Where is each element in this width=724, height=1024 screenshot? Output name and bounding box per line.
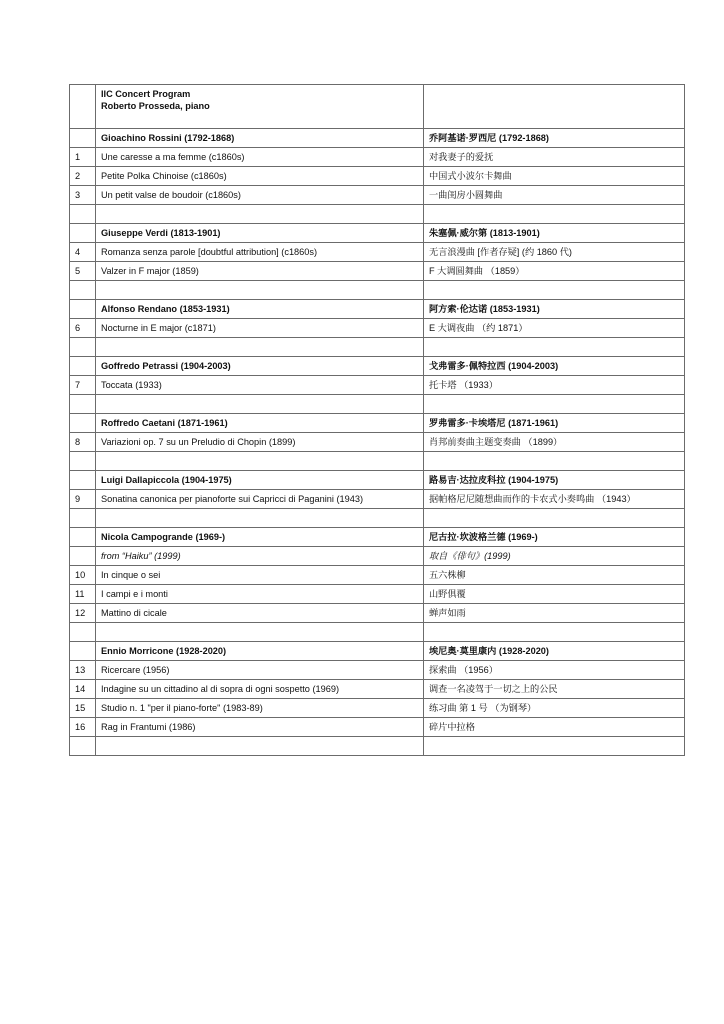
piece-row	[70, 490, 685, 509]
piece-title-zh: 一曲闺房小圆舞曲	[424, 186, 685, 205]
piece-title-zh: 山野俱覆	[424, 585, 685, 604]
piece-row	[70, 319, 685, 338]
piece-title-it: Variazioni op. 7 su un Preludio di Chopin (1899)	[96, 433, 424, 452]
composer-name-zh: 阿方索·伦达诺 (1853-1931)	[424, 300, 685, 319]
piece-title-it: Valzer in F major (1859)	[96, 262, 424, 281]
composer-row	[70, 414, 685, 433]
piece-title-zh: 碎片中拉格	[424, 718, 685, 737]
composer-name-it: Ennio Morricone (1928-2020)	[96, 642, 424, 661]
piece-title-it: Une caresse a ma femme (c1860s)	[96, 148, 424, 167]
empty-cell	[96, 281, 424, 300]
composer-name-zh: 罗弗雷多·卡埃塔尼 (1871-1961)	[424, 414, 685, 433]
piece-title-it: Sonatina canonica per pianoforte sui Capricci di Paganini (1943)	[96, 490, 424, 509]
composer-name-it: Nicola Campogrande (1969-)	[96, 528, 424, 547]
piece-row	[70, 148, 685, 167]
composer-name-zh: 乔阿基诺·罗西尼 (1792-1868)	[424, 129, 685, 148]
spacer-row	[70, 338, 685, 357]
header-cell	[96, 85, 424, 129]
piece-row	[70, 718, 685, 737]
piece-title-zh: 探索曲 （1956）	[424, 661, 685, 680]
piece-number: 10	[70, 566, 96, 585]
piece-title-it: Nocturne in E major (c1871)	[96, 319, 424, 338]
piece-row	[70, 167, 685, 186]
empty-cell	[424, 205, 685, 224]
number-cell	[70, 395, 96, 414]
piece-title-it: Indagine su un cittadino al di sopra di ogni sospetto (1969)	[96, 680, 424, 699]
piece-row	[70, 186, 685, 205]
piece-number: 6	[70, 319, 96, 338]
piece-row	[70, 680, 685, 699]
spacer-row	[70, 623, 685, 642]
piece-row	[70, 585, 685, 604]
number-cell	[70, 300, 96, 319]
collection-row	[70, 547, 685, 566]
empty-cell	[96, 395, 424, 414]
piece-number: 4	[70, 243, 96, 262]
piece-number: 15	[70, 699, 96, 718]
performer-line: Roberto Prosseda, piano	[101, 101, 210, 111]
piece-row	[70, 661, 685, 680]
piece-row	[70, 604, 685, 623]
empty-cell	[424, 395, 685, 414]
composer-name-zh: 尼古拉·坎波格兰德 (1969-)	[424, 528, 685, 547]
composer-row	[70, 528, 685, 547]
piece-number: 5	[70, 262, 96, 281]
number-cell	[70, 642, 96, 661]
composer-row	[70, 471, 685, 490]
empty-cell	[96, 205, 424, 224]
collection-title-it: from “Haiku” (1999)	[96, 547, 424, 566]
number-cell	[70, 129, 96, 148]
program-title: IIC Concert Program	[101, 89, 191, 99]
number-cell	[70, 224, 96, 243]
composer-name-zh: 埃尼奥·莫里康内 (1928-2020)	[424, 642, 685, 661]
piece-number: 8	[70, 433, 96, 452]
piece-title-zh: 蝉声如雨	[424, 604, 685, 623]
piece-row	[70, 376, 685, 395]
piece-title-zh: E 大调夜曲 （约 1871）	[424, 319, 685, 338]
piece-number: 12	[70, 604, 96, 623]
composer-name-it: Luigi Dallapiccola (1904-1975)	[96, 471, 424, 490]
composer-row	[70, 642, 685, 661]
header-cell-zh	[424, 85, 685, 129]
piece-title-zh: F 大调圆舞曲 （1859）	[424, 262, 685, 281]
piece-title-it: Toccata (1933)	[96, 376, 424, 395]
spacer-row	[70, 395, 685, 414]
piece-title-it: In cinque o sei	[96, 566, 424, 585]
spacer-row	[70, 205, 685, 224]
piece-number: 1	[70, 148, 96, 167]
composer-name-zh: 朱塞佩·威尔第 (1813-1901)	[424, 224, 685, 243]
composer-row	[70, 129, 685, 148]
piece-row	[70, 262, 685, 281]
piece-number: 11	[70, 585, 96, 604]
empty-cell	[424, 737, 685, 756]
number-cell	[70, 281, 96, 300]
number-cell	[70, 547, 96, 566]
spacer-row	[70, 281, 685, 300]
empty-cell	[424, 281, 685, 300]
empty-cell	[424, 338, 685, 357]
spacer-row	[70, 737, 685, 756]
empty-cell	[424, 623, 685, 642]
piece-number: 2	[70, 167, 96, 186]
piece-number: 9	[70, 490, 96, 509]
piece-title-it: Mattino di cicale	[96, 604, 424, 623]
piece-title-zh: 中国式小波尔卡舞曲	[424, 167, 685, 186]
empty-cell	[96, 623, 424, 642]
empty-cell	[424, 452, 685, 471]
piece-title-it: Petite Polka Chinoise (c1860s)	[96, 167, 424, 186]
piece-title-it: Rag in Frantumi (1986)	[96, 718, 424, 737]
number-cell	[70, 471, 96, 490]
empty-cell	[96, 509, 424, 528]
number-cell	[70, 357, 96, 376]
piece-title-zh: 据帕格尼尼随想曲而作的卡农式小奏鸣曲 （1943）	[424, 490, 685, 509]
piece-title-it: Romanza senza parole [doubtful attribution] (c1860s)	[96, 243, 424, 262]
piece-row	[70, 566, 685, 585]
composer-row	[70, 357, 685, 376]
composer-row	[70, 300, 685, 319]
piece-title-zh: 托卡塔 （1933）	[424, 376, 685, 395]
number-cell	[70, 509, 96, 528]
piece-title-zh: 肖邦前奏曲主题变奏曲 （1899）	[424, 433, 685, 452]
header-row	[70, 85, 685, 129]
piece-title-it: Ricercare (1956)	[96, 661, 424, 680]
number-cell	[70, 528, 96, 547]
number-cell	[70, 205, 96, 224]
number-cell	[70, 737, 96, 756]
composer-name-it: Alfonso Rendano (1853-1931)	[96, 300, 424, 319]
piece-title-zh: 五六株柳	[424, 566, 685, 585]
empty-cell	[96, 737, 424, 756]
composer-name-zh: 戈弗雷多·佩特拉西 (1904-2003)	[424, 357, 685, 376]
empty-cell	[96, 338, 424, 357]
piece-title-it: I campi e i monti	[96, 585, 424, 604]
number-cell	[70, 338, 96, 357]
number-cell	[70, 414, 96, 433]
empty-cell	[96, 452, 424, 471]
piece-row	[70, 433, 685, 452]
number-cell	[70, 85, 96, 129]
piece-number: 3	[70, 186, 96, 205]
spacer-row	[70, 509, 685, 528]
empty-cell	[424, 509, 685, 528]
piece-title-zh: 对我妻子的爱抚	[424, 148, 685, 167]
piece-number: 16	[70, 718, 96, 737]
spacer-row	[70, 452, 685, 471]
piece-title-zh: 练习曲 第 1 号 （为钢琴）	[424, 699, 685, 718]
composer-name-it: Gioachino Rossini (1792-1868)	[96, 129, 424, 148]
piece-number: 7	[70, 376, 96, 395]
piece-title-it: Un petit valse de boudoir (c1860s)	[96, 186, 424, 205]
composer-name-it: Goffredo Petrassi (1904-2003)	[96, 357, 424, 376]
concert-program-table	[69, 84, 685, 756]
piece-title-it: Studio n. 1 "per il piano-forte" (1983-89)	[96, 699, 424, 718]
number-cell	[70, 623, 96, 642]
composer-row	[70, 224, 685, 243]
piece-row	[70, 243, 685, 262]
number-cell	[70, 452, 96, 471]
piece-title-zh: 调查一名凌驾于一切之上的公民	[424, 680, 685, 699]
piece-number: 13	[70, 661, 96, 680]
piece-row	[70, 699, 685, 718]
collection-title-zh: 取自《俳句》(1999)	[424, 547, 685, 566]
piece-number: 14	[70, 680, 96, 699]
composer-name-zh: 路易吉·达拉皮科拉 (1904-1975)	[424, 471, 685, 490]
composer-name-it: Roffredo Caetani (1871-1961)	[96, 414, 424, 433]
composer-name-it: Giuseppe Verdi (1813-1901)	[96, 224, 424, 243]
piece-title-zh: 无言浪漫曲 [作者存疑] (约 1860 代)	[424, 243, 685, 262]
